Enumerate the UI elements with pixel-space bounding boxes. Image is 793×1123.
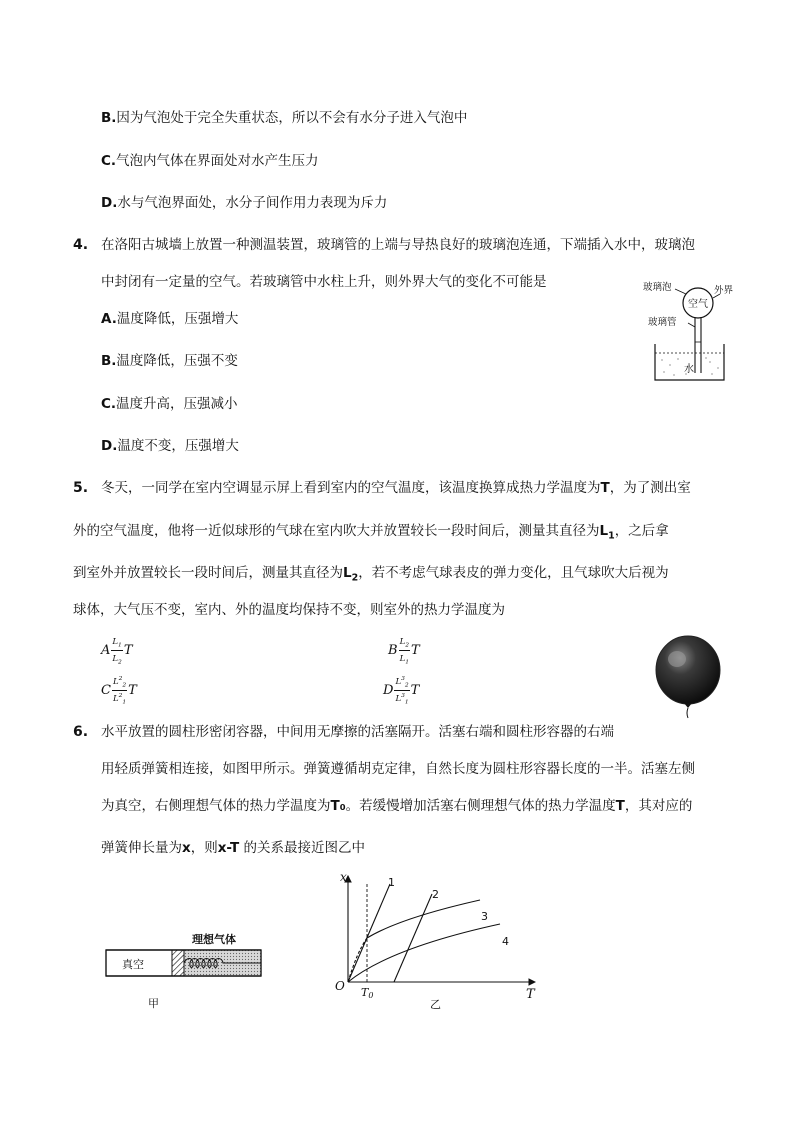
q3-option-d-letter: D. — [101, 195, 118, 211]
label-vacuum: 真空 — [122, 958, 144, 971]
t-axis-label: T — [526, 987, 535, 1002]
q6-stem-line4 — [101, 838, 365, 858]
q4-option-a-letter: A. — [101, 311, 117, 327]
q5-line1-part-a: 冬天，一同学在室内空调显示屏上看到室内的空气温度，该温度换算成热力学温度为 — [101, 480, 601, 496]
q5-line1-part-b: ，为了测出室 — [609, 480, 691, 496]
x-axis-label: x — [340, 870, 347, 884]
curve-label-3: 3 — [481, 910, 488, 923]
q6-line3-part-a: 为真空，右侧理想气体的热力学温度为 — [101, 798, 331, 814]
q3-option-d-text: 水与气泡界面处，水分子间作用力表现为斥力 — [117, 195, 388, 211]
label-ideal-gas: 理想气体 — [192, 933, 236, 946]
q5-option-c-letter: C — [101, 682, 111, 698]
q5-line2-part-b: ，之后拿 — [614, 523, 669, 539]
q5-option-a-fraction: $\frac{L_1}{L_2}$ — [111, 634, 122, 666]
q5-option-b — [388, 634, 420, 666]
q4-stem-line1: 在洛阳古城墙上放置一种测温装置，玻璃管的上端与导热良好的玻璃泡连通，下端插入水中，玻璃泡 — [101, 237, 695, 253]
q3-option-b-text: 因为气泡处于完全失重状态，所以不会有水分子进入气泡中 — [116, 110, 468, 126]
origin-label: O — [335, 979, 345, 993]
q5-option-d-tail: T — [410, 682, 420, 698]
q5-line2-part-a: 外的空气温度，他将一近似球形的气球在室内吹大并放置较长一段时间后，测量其直径为 — [73, 523, 600, 539]
q5-option-a-tail: T — [123, 642, 133, 658]
q5-option-d — [383, 674, 419, 706]
q6-line4-part-b: ，则 — [190, 840, 218, 856]
caption-jia: 甲 — [148, 997, 159, 1010]
q5-line3-part-a: 到室外并放置较长一段时间后，测量其直径为 — [73, 565, 343, 581]
q4-option-d-letter: D. — [101, 438, 118, 454]
q4-option-c-letter: C. — [101, 396, 117, 412]
q4-thermometer-figure — [640, 270, 740, 385]
curve-label-2: 2 — [432, 888, 439, 901]
q5-var-l1: $L_1$ — [599, 523, 615, 542]
q6-var-t: T — [615, 798, 625, 814]
q6-line4-part-c: 的关系最接近图乙中 — [239, 840, 366, 856]
q5-var-l2: $L_2$ — [343, 565, 359, 584]
q4-stem-line2: 中封闭有一定量的空气。若玻璃管中水柱上升，则外界大气的变化不可能是 — [101, 274, 547, 290]
q6-var-t0: T₀ — [330, 798, 346, 814]
curve-2 — [394, 894, 432, 982]
caption-yi: 乙 — [430, 998, 441, 1011]
q3-option-c-text: 气泡内气体在界面处对水产生压力 — [116, 153, 319, 169]
q6-stem-line2: 用轻质弹簧相连接，如图甲所示。弹簧遵循胡克定律，自然长度为圆柱形容器长度的一半。活塞左侧 — [101, 761, 695, 777]
balloon-body — [656, 636, 720, 704]
q5-stem-line3 — [73, 563, 669, 589]
curve-label-1: 1 — [388, 876, 395, 889]
q4-option-b-letter: B. — [101, 353, 117, 369]
q5-number: 5. — [73, 480, 89, 496]
q3-option-c-letter: C. — [101, 153, 117, 169]
q4-option-b-text: 温度降低，压强不变 — [116, 353, 238, 369]
balloon-knot — [684, 703, 692, 708]
q5-option-c-tail: T — [128, 682, 137, 698]
q6-line3-part-b: 。若缓慢增加活塞右侧理想气体的热力学温度 — [345, 798, 616, 814]
label-glass-tube: 玻璃管 — [648, 317, 677, 328]
q5-stem-line4: 球体，大气压不变，室内、外的温度均保持不变，则室外的热力学温度为 — [73, 602, 505, 618]
q6-line4-part-a: 弹簧伸长量为 — [101, 840, 182, 856]
balloon-highlight — [668, 651, 686, 667]
q4-option-c — [101, 394, 238, 414]
t0-label: T0 — [361, 986, 374, 1000]
q6-var-x-t: x-T — [217, 840, 240, 856]
bulb-label-leader — [675, 289, 686, 294]
q3-option-c — [101, 151, 319, 171]
q6-stem-line1: 水平放置的圆柱形密闭容器，中间用无摩擦的活塞隔开。活塞右端和圆柱形容器的右端 — [101, 724, 614, 740]
label-water: 水 — [684, 364, 694, 375]
curve-label-4: 4 — [502, 935, 509, 948]
q4-option-b — [101, 351, 238, 371]
q5-option-d-fraction: $\frac{L^3_2}{L^3_1}$ — [395, 675, 409, 706]
q3-option-b-letter: B. — [101, 110, 117, 126]
q5-var-t: T — [600, 480, 610, 496]
q5-option-a-letter: A — [101, 642, 111, 658]
curve-1 — [348, 884, 390, 982]
q5-line3-part-b: ，若不考虑气球表皮的弹力变化，且气球吹大后视为 — [358, 565, 669, 581]
q5-option-b-tail: T — [411, 642, 420, 658]
q5-option-c — [101, 674, 137, 706]
q5-stem-line2 — [73, 521, 669, 547]
q3-option-d — [101, 193, 387, 213]
q4-option-c-text: 温度升高，压强减小 — [116, 396, 238, 412]
q5-option-d-letter: D — [383, 682, 394, 698]
q4-option-a — [101, 309, 238, 329]
label-outside: 外界 — [714, 285, 734, 296]
q6-var-x: x — [182, 840, 191, 856]
q5-option-a — [101, 634, 133, 666]
label-glass-bulb: 玻璃泡 — [643, 282, 672, 293]
q5-option-b-letter: B — [388, 642, 398, 658]
q6-figure-yi — [330, 868, 545, 1013]
q4-option-d — [101, 436, 239, 456]
q6-stem-line3 — [101, 796, 692, 816]
label-air: 空气 — [688, 299, 708, 310]
balloon-string — [687, 708, 688, 718]
q5-balloon-figure — [650, 632, 730, 724]
tube-label-leader — [688, 323, 695, 327]
q6-figure-jia — [100, 925, 270, 1015]
q6-number: 6. — [73, 724, 89, 740]
curve-4 — [348, 924, 500, 982]
q5-option-b-fraction: $\frac{L_2}{L_1}$ — [399, 634, 410, 666]
q4-number: 4. — [73, 237, 89, 253]
q4-option-d-text: 温度不变，压强增大 — [117, 438, 239, 454]
q5-option-c-fraction: $\frac{L^2_2}{L^2_1}$ — [112, 675, 127, 706]
q6-line3-part-c: ，其对应的 — [624, 798, 693, 814]
q5-stem-line1 — [101, 478, 691, 498]
q4-option-a-text: 温度降低，压强增大 — [116, 311, 239, 327]
piston — [172, 950, 184, 976]
q3-option-b — [101, 108, 467, 128]
